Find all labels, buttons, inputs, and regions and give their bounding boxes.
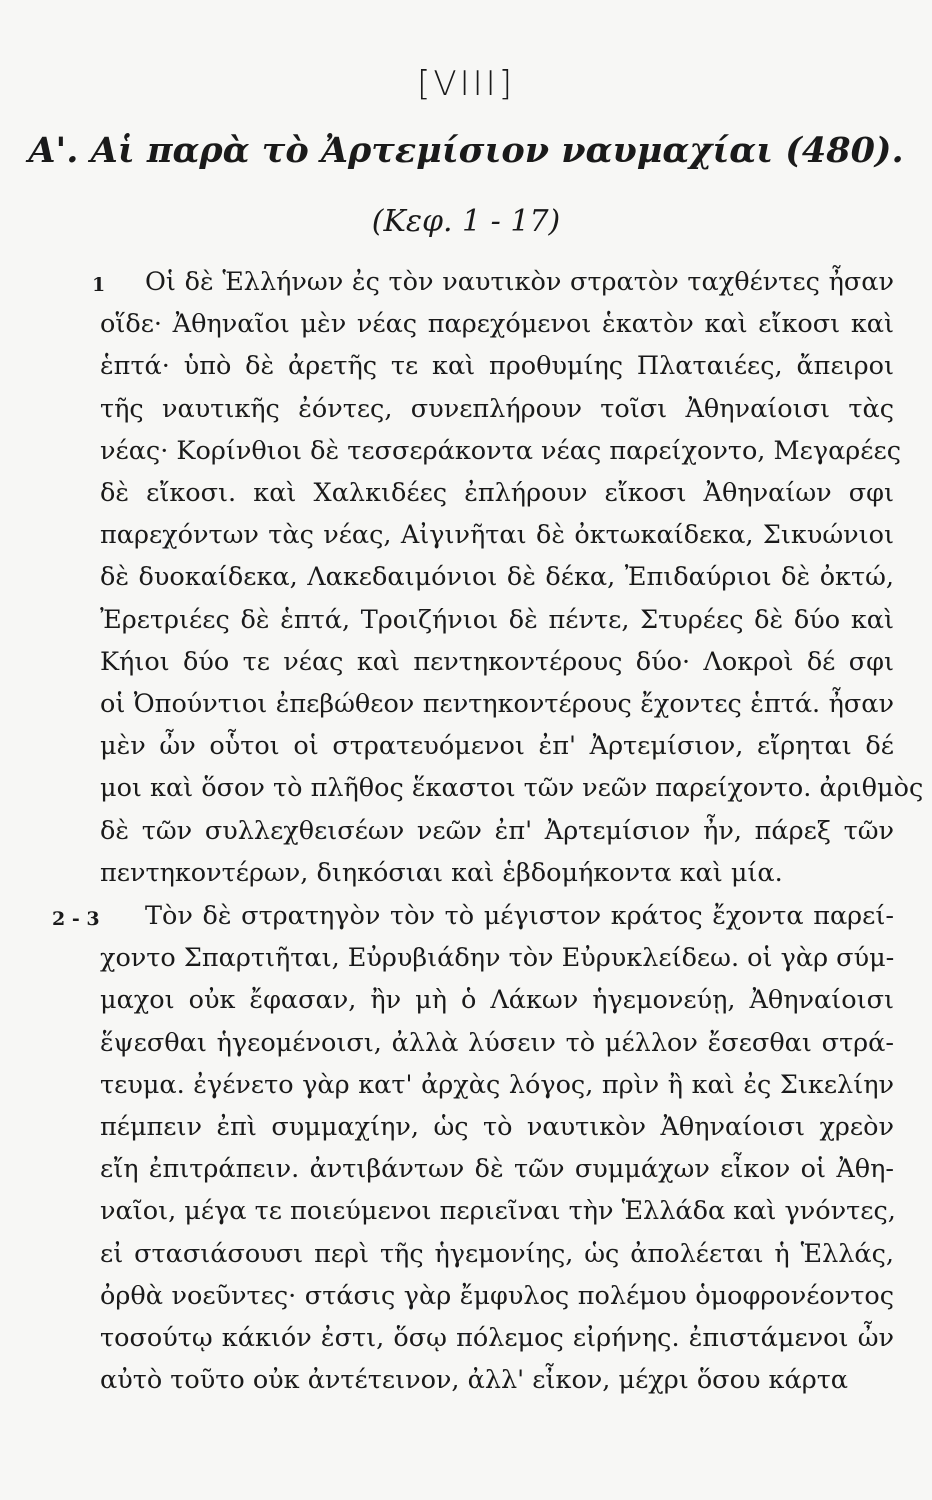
text-line: πέμπειν ἐπὶ συμμαχίην, ὡς τὸ ναυτικὸν Ἀθηναίοισι χρεὸν	[100, 1112, 894, 1142]
text-line: Κήιοι δύο τε νέας καὶ πεντηκοντέρους δύο· Λοκροὶ δέ σφι	[100, 647, 894, 677]
paragraph-marker: 2 - 3	[52, 908, 100, 930]
text-line: χοντο Σπαρτιῆται, Εὐρυβιάδην τὸν Εὐρυκλείδεω. οἱ γὰρ σύμ-	[100, 943, 895, 973]
text-line: παρεχόντων τὰς νέας, Αἰγινῆται δὲ ὀκτωκαίδεκα, Σικυώνιοι	[100, 520, 894, 550]
text-line: δὲ τῶν συλλεχθεισέων νεῶν ἐπ' Ἀρτεμίσιον ἦν, πάρεξ τῶν	[100, 816, 894, 846]
section-title: Α'. Αἱ παρὰ τὸ Ἀρτεμίσιον ναυμαχίαι (480).	[28, 130, 904, 171]
text-line: Τὸν δὲ στρατηγὸν τὸν τὸ μέγιστον κράτος ἔχοντα παρεί-	[145, 901, 894, 931]
section-number: [VIII]	[417, 64, 515, 104]
text-line: τῆς ναυτικῆς ἐόντες, συνεπλήρουν τοῖσι Ἀθηναίοισι τὰς	[100, 394, 894, 424]
text-line: εἰ στασιάσουσι περὶ τῆς ἡγεμονίης, ὡς ἀπολέεται ἡ Ἑλλάς,	[100, 1239, 894, 1269]
text-line: εἴη ἐπιτράπειν. ἀντιβάντων δὲ τῶν συμμάχων εἶκον οἱ Ἀθη-	[100, 1154, 894, 1184]
chapter-range: (Κεφ. 1 - 17)	[371, 204, 561, 239]
text-line: μοι καὶ ὅσον τὸ πλῆθος ἕκαστοι τῶν νεῶν παρείχοντο. ἀριθμὸς	[100, 773, 924, 803]
text-line: δὲ εἴκοσι. καὶ Χαλκιδέες ἐπλήρουν εἴκοσι Ἀθηναίων σφι	[100, 478, 894, 508]
text-line: τοσούτῳ κάκιόν ἐστι, ὅσῳ πόλεμος εἰρήνης. ἐπιστάμενοι ὦν	[100, 1323, 894, 1353]
text-line: τευμα. ἐγένετο γὰρ κατ' ἀρχὰς λόγος, πρὶν ἢ καὶ ἐς Σικελίην	[100, 1070, 894, 1100]
text-line: αὐτὸ τοῦτο οὐκ ἀντέτεινον, ἀλλ' εἶκον, μέχρι ὅσου κάρτα	[100, 1365, 849, 1395]
text-line: δὲ δυοκαίδεκα, Λακεδαιμόνιοι δὲ δέκα, Ἐπιδαύριοι δὲ ὀκτώ,	[100, 562, 894, 592]
text-line: πεντηκοντέρων, διηκόσιαι καὶ ἑβδομήκοντα καὶ μία.	[100, 858, 783, 888]
text-line: ἑπτά· ὑπὸ δὲ ἀρετῆς τε καὶ προθυμίης Πλαταιέες, ἄπειροι	[100, 351, 894, 381]
text-line: ὀρθὰ νοεῦντες· στάσις γὰρ ἔμφυλος πολέμου ὁμοφρονέοντος	[100, 1281, 894, 1311]
text-line: ναῖοι, μέγα τε ποιεύμενοι περιεῖναι τὴν Ἑλλάδα καὶ γνόντες,	[100, 1196, 896, 1226]
text-line: ἕψεσθαι ἡγεομένοισι, ἀλλὰ λύσειν τὸ μέλλον ἔσεσθαι στρά-	[100, 1028, 894, 1058]
text-line: οἱ Ὀπούντιοι ἐπεβώθεον πεντηκοντέρους ἔχοντες ἑπτά. ἦσαν	[100, 689, 894, 719]
text-line: μαχοι οὐκ ἔφασαν, ἢν μὴ ὁ Λάκων ἡγεμονεύῃ, Ἀθηναίοισι	[100, 985, 894, 1015]
paragraph-marker: 1	[92, 274, 106, 296]
text-line: οἵδε· Ἀθηναῖοι μὲν νέας παρεχόμενοι ἑκατὸν καὶ εἴκοσι καὶ	[100, 309, 894, 339]
text-line: Ἐρετριέες δὲ ἑπτά, Τροιζήνιοι δὲ πέντε, Στυρέες δὲ δύο καὶ	[100, 605, 894, 635]
text-line: νέας· Κορίνθιοι δὲ τεσσεράκοντα νέας παρείχοντο, Μεγαρέες	[100, 436, 901, 466]
text-line: μὲν ὦν οὗτοι οἱ στρατευόμενοι ἐπ' Ἀρτεμίσιον, εἴρηται δέ	[100, 731, 894, 761]
text-line: Οἱ δὲ Ἑλλήνων ἐς τὸν ναυτικὸν στρατὸν ταχθέντες ἦσαν	[145, 267, 894, 297]
